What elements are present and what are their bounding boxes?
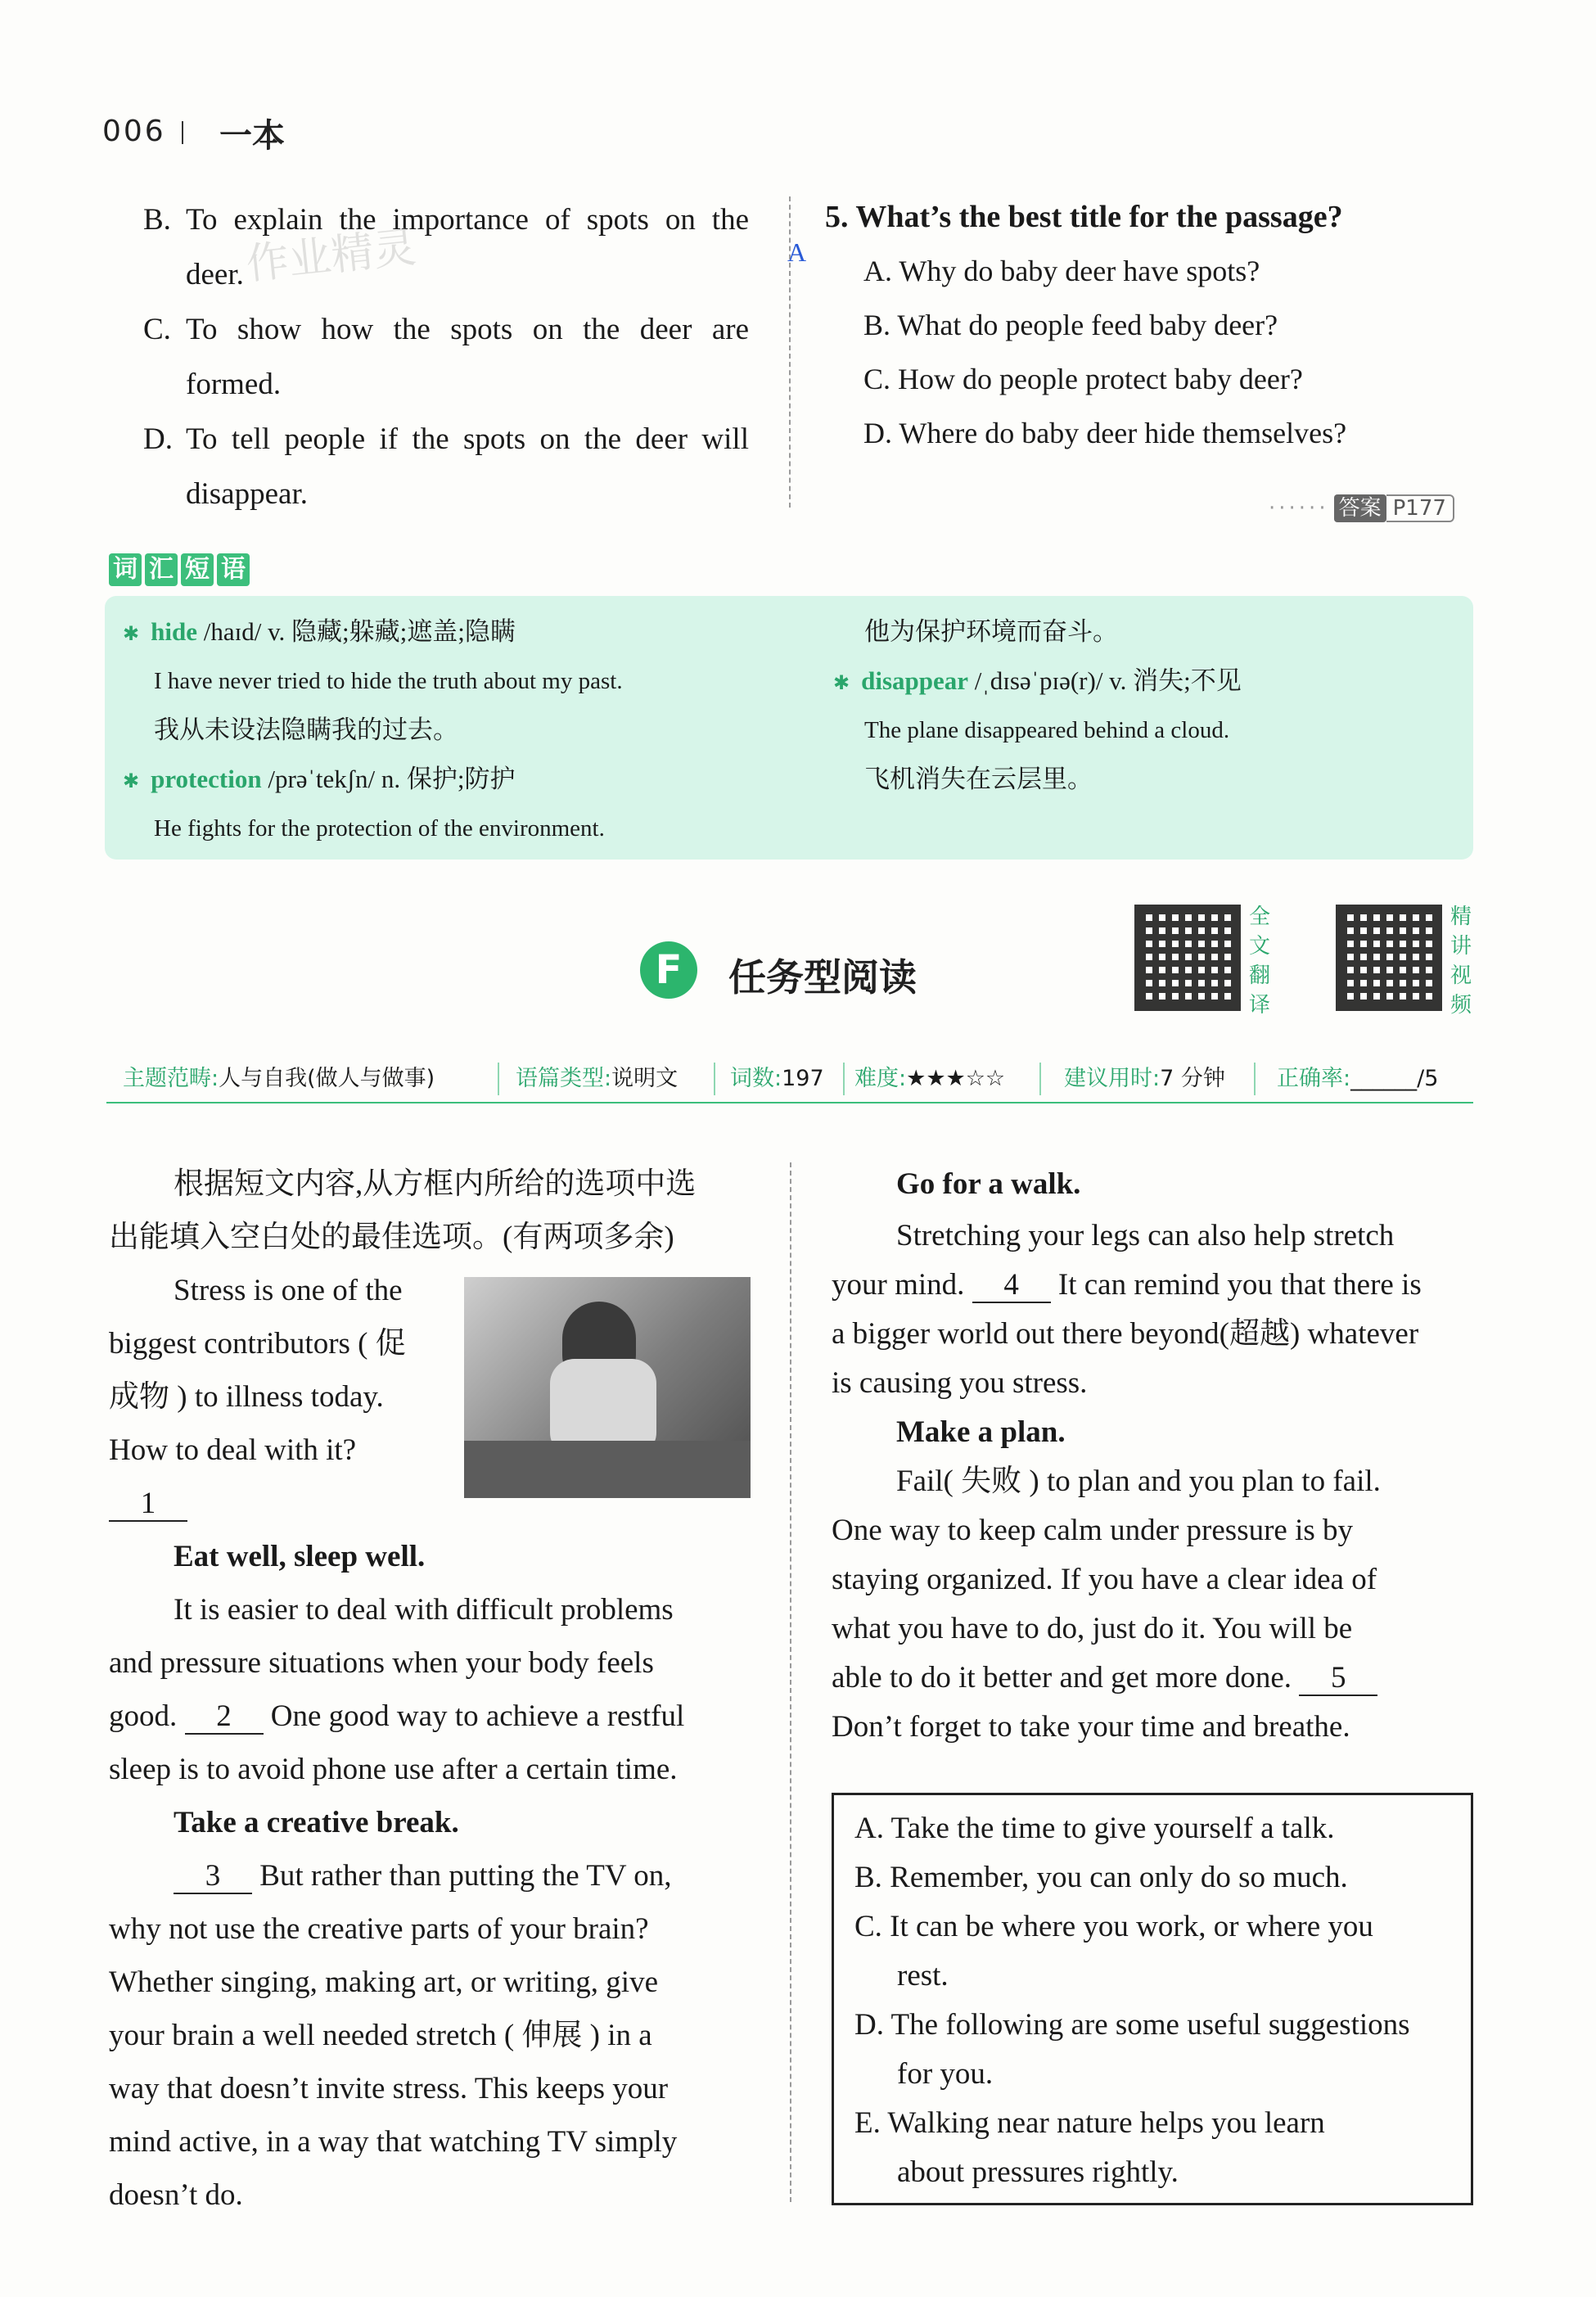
qr-code-video[interactable]: [1336, 905, 1442, 1011]
box-option-d[interactable]: D. The following are some useful suggestions: [854, 2008, 1410, 2042]
blank-3[interactable]: 3: [174, 1860, 252, 1894]
star-icon: ✱: [833, 673, 850, 694]
page-number: 006: [102, 115, 166, 148]
watermark: 作业精灵: [244, 223, 419, 290]
option-c[interactable]: C. To show how the spots on the deer are formed.: [143, 313, 749, 401]
box-option-a[interactable]: A. Take the time to give yourself a talk.: [854, 1812, 1335, 1845]
star-icon: ✱: [123, 771, 140, 792]
qr-label-translation: 全 文 翻 译: [1249, 905, 1271, 1018]
blank-5[interactable]: 5: [1299, 1662, 1377, 1696]
heading-eat-well: Eat well, sleep well.: [174, 1540, 426, 1573]
info-bar: 主题范畴:人与自我(做人与做事) 语篇类型:说明文 词数:197 难度:★★★☆☆ 建议用时:7 分钟 正确率:______/5: [106, 1056, 1473, 1103]
section-title: 任务型阅读: [728, 955, 917, 1000]
heading-creative-break: Take a creative break.: [174, 1806, 459, 1839]
section-badge: F: [640, 941, 697, 999]
blank-4[interactable]: 4: [972, 1269, 1051, 1303]
column-divider-reading: [790, 1162, 791, 2202]
heading-plan: Make a plan.: [896, 1415, 1066, 1449]
box-option-e[interactable]: E. Walking near nature helps you learn: [854, 2106, 1325, 2140]
vocab-entry-hide: ✱ hide /haɪd/ v. 隐藏;躲藏;遮盖;隐瞒: [123, 617, 516, 646]
vocab-example: I have never tried to hide the truth about my past.: [154, 668, 623, 694]
vocab-title: 词 汇 短 语: [109, 553, 250, 586]
option-d[interactable]: D. To tell people if the spots on the deer will disappear.: [143, 422, 749, 511]
q5-option-d[interactable]: D. Where do baby deer hide themselves?: [863, 417, 1347, 449]
answer-page-link[interactable]: ······ 答案 P177: [1269, 491, 1454, 521]
workbook-page: 006 一本 B. To explain the importance of spots on the deer. C. To show how the spots on the deer are formed. D. To tell people if the spots on the deer will disappear. A 5. What’s the best title for the passage? A. Why do baby deer have spots? B. What do people feed baby deer? C. How do people protect baby deer? D. Where do baby deer hide themselves? ······ 答案 P177 词 汇 短 语 ✱ hide /haɪd/ v. 隐藏;躲藏;遮盖;隐瞒 I have never tried to hide the truth about my past. 我从未设法隐瞒我的过去。 ✱ protection /prəˈtekʃn/ n. 保护;防护 He fights for the protection of the environment. 他为保护环境而奋斗。 ✱ disappear /ˌdɪsəˈpɪə(r)/ v. 消失;不见 The plane disappeared behind a cloud. 飞机消失在云层里。 F 任务型阅读 全 文 翻 译 精 讲 视 频 主题范畴:人与自我(做人与做事) 语篇类型:说明文 词数:197 难度:★★★☆☆ 建议用时:7 分钟 正确率:______/5 根据短文内容,从方框内所给的选项中选 出能填入空白处的最佳选项。(有两项多余) Stress is one of the biggest contributors ( 促 成物 ) to illness today. How to deal with it? 1 Eat well, sleep well. It is easier to deal with difficult problems and pressure situations when your body feels good. 2 One good way to achieve a restful sleep is to avoid phone use after a certain time. Take a creative break. 3 But rather than putting the TV on, why not use the creative parts of your brain? Whether singing, making art, or writing, give your brain a well needed stretch ( 伸展 ) in a way that doesn’t invite stress. This keeps your mind active, in a way that watching TV simply doesn’t do. Go for a walk. Stretching your legs can also help stretch your mind. 4 It can remind you that there is a bigger world out there beyond(超越) whatever is causing you stress. Make a plan. Fail( 失败 ) to plan and you plan to fail. One way to keep calm under pressure is by staying organized. If you have a clear idea of what you have to do, just do it. You will be able to do it better and get more done. 5 Don’t forget to take your time and breathe. A. Take the time to give yourself a talk. B. Remember, you can only do so much. C. It can be where you work, or where you rest. D. The following are some useful suggestions for you. E. Walking near nature helps you learn about pressures rightly. 作业精灵: [0, 0, 1596, 2297]
box-option-b[interactable]: B. Remember, you can only do so much.: [854, 1861, 1348, 1894]
vocab-example: He fights for the protection of the environment.: [154, 815, 605, 842]
instruction: 出能填入空白处的最佳选项。(有两项多余): [109, 1221, 674, 1254]
qr-code-translation[interactable]: [1134, 905, 1241, 1011]
q5-option-a[interactable]: A. Why do baby deer have spots?: [863, 255, 1260, 287]
box-option-c[interactable]: C. It can be where you work, or where you: [854, 1910, 1373, 1943]
heading-walk: Go for a walk.: [896, 1167, 1081, 1201]
stressed-woman-photo: [464, 1277, 751, 1498]
vocab-translation: 我从未设法隐瞒我的过去。: [154, 715, 458, 744]
option-b[interactable]: B. To explain the importance of spots on the deer.: [143, 203, 749, 291]
vocab-entry-protection: ✱ protection /prəˈtekʃn/ n. 保护;防护: [123, 765, 516, 793]
vocab-translation: 他为保护环境而奋斗。: [864, 617, 1118, 646]
question-5: 5. What’s the best title for the passage?: [825, 200, 1343, 234]
answer-mark: A: [787, 237, 807, 267]
vocab-translation: 飞机消失在云层里。: [864, 765, 1093, 793]
star-icon: ✱: [123, 624, 140, 645]
answer-tag: 答案: [1334, 494, 1386, 522]
blank-1[interactable]: 1: [109, 1478, 187, 1530]
vocab-example: The plane disappeared behind a cloud.: [864, 717, 1230, 743]
blank-2[interactable]: 2: [185, 1700, 264, 1735]
qr-label-video: 精 讲 视 频: [1450, 905, 1472, 1018]
header-divider: [182, 121, 183, 144]
answer-page: P177: [1386, 494, 1454, 522]
vocab-entry-disappear: ✱ disappear /ˌdɪsəˈpɪə(r)/ v. 消失;不见: [833, 666, 1242, 695]
brand-logo: 一本: [219, 117, 285, 155]
instruction: 根据短文内容,从方框内所给的选项中选: [174, 1167, 697, 1201]
q5-option-c[interactable]: C. How do people protect baby deer?: [863, 363, 1303, 395]
q5-option-b[interactable]: B. What do people feed baby deer?: [863, 309, 1278, 341]
